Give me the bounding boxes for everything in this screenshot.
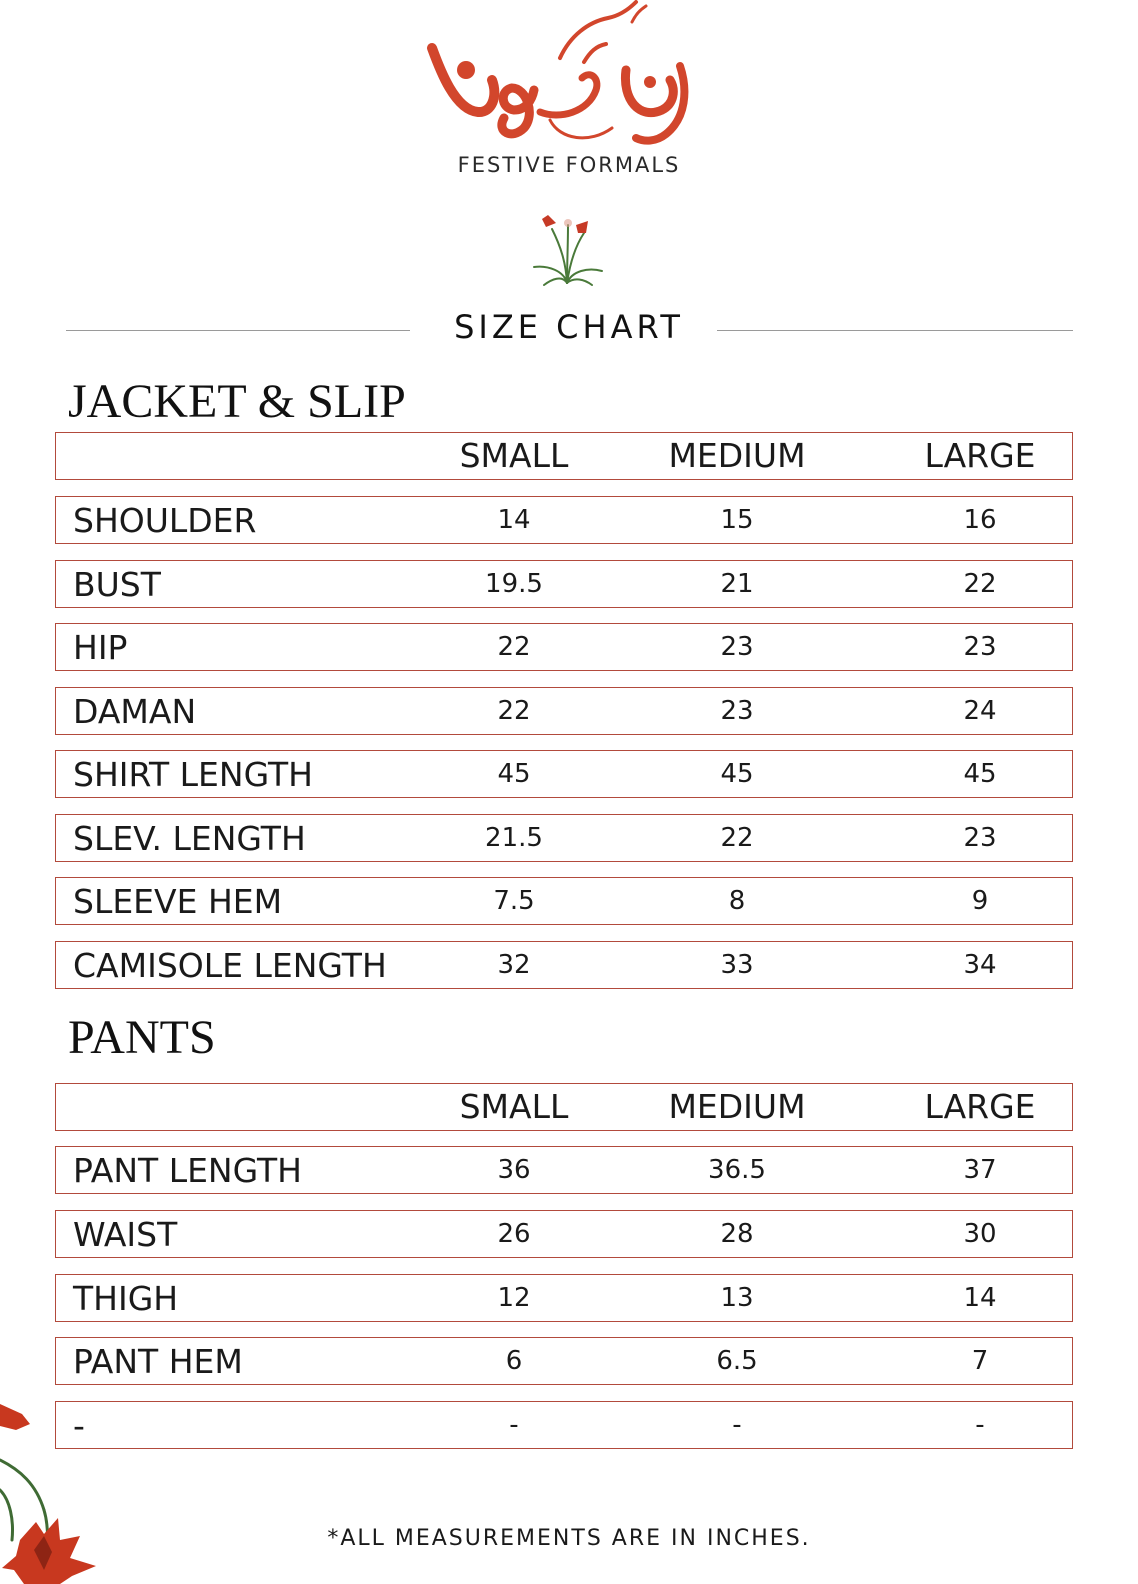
cell-medium: 6.5 xyxy=(716,1346,758,1376)
table-row xyxy=(55,814,1073,862)
cell-large: 45 xyxy=(963,759,997,789)
col-medium: MEDIUM xyxy=(668,1087,806,1126)
col-large: LARGE xyxy=(924,436,1036,475)
cell-small: - xyxy=(509,1410,519,1440)
measurement-footnote: *ALL MEASUREMENTS ARE IN INCHES. xyxy=(327,1526,811,1551)
section-title-jacket-slip: JACKET & SLIP xyxy=(68,375,406,428)
brand-logo xyxy=(400,0,730,150)
cell-small: 32 xyxy=(497,950,531,980)
cell-large: - xyxy=(975,1410,985,1440)
table-row xyxy=(55,750,1073,798)
cell-small: 6 xyxy=(505,1346,523,1376)
table-header-pants xyxy=(55,1083,1073,1131)
cell-medium: 28 xyxy=(720,1219,754,1249)
divider-right xyxy=(717,330,1073,331)
row-label: HIP xyxy=(73,628,128,667)
col-small: SMALL xyxy=(459,436,569,475)
cell-small: 12 xyxy=(497,1283,531,1313)
cell-large: 7 xyxy=(971,1346,989,1376)
cell-large: 23 xyxy=(963,823,997,853)
cell-small: 36 xyxy=(497,1155,531,1185)
col-small: SMALL xyxy=(459,1087,569,1126)
cell-small: 45 xyxy=(497,759,531,789)
cell-medium: 33 xyxy=(720,950,754,980)
section-title-pants: PANTS xyxy=(68,1011,216,1064)
flower-decoration xyxy=(0,1400,120,1584)
row-label: SLEV. LENGTH xyxy=(73,819,306,858)
cell-small: 7.5 xyxy=(493,886,535,916)
row-label: SHIRT LENGTH xyxy=(73,755,313,794)
table-row xyxy=(55,496,1073,544)
table-row xyxy=(55,1337,1073,1385)
row-label: CAMISOLE LENGTH xyxy=(73,946,387,985)
table-row xyxy=(55,877,1073,925)
cell-large: 37 xyxy=(963,1155,997,1185)
col-large: LARGE xyxy=(924,1087,1036,1126)
row-label: PANT LENGTH xyxy=(73,1151,302,1190)
row-label: SLEEVE HEM xyxy=(73,882,283,921)
row-label: THIGH xyxy=(73,1279,179,1318)
row-label: - xyxy=(73,1406,85,1445)
cell-medium: 8 xyxy=(728,886,746,916)
cell-large: 9 xyxy=(971,886,989,916)
table-row xyxy=(55,1146,1073,1194)
table-row xyxy=(55,1401,1073,1449)
row-label: SHOULDER xyxy=(73,501,257,540)
cell-large: 24 xyxy=(963,696,997,726)
cell-medium: 22 xyxy=(720,823,754,853)
cell-large: 23 xyxy=(963,632,997,662)
row-label: PANT HEM xyxy=(73,1342,243,1381)
row-label: BUST xyxy=(73,565,161,604)
row-label: WAIST xyxy=(73,1215,178,1254)
cell-large: 22 xyxy=(963,569,997,599)
cell-small: 14 xyxy=(497,505,531,535)
table-row xyxy=(55,1274,1073,1322)
table-row xyxy=(55,941,1073,989)
table-row xyxy=(55,687,1073,735)
cell-medium: 15 xyxy=(720,505,754,535)
row-label: DAMAN xyxy=(73,692,197,731)
cell-large: 14 xyxy=(963,1283,997,1313)
cell-large: 30 xyxy=(963,1219,997,1249)
cell-small: 19.5 xyxy=(485,569,543,599)
cell-large: 34 xyxy=(963,950,997,980)
table-row xyxy=(55,560,1073,608)
cell-small: 26 xyxy=(497,1219,531,1249)
cell-medium: 13 xyxy=(720,1283,754,1313)
col-medium: MEDIUM xyxy=(668,436,806,475)
table-header-jacket xyxy=(55,432,1073,480)
cell-medium: 45 xyxy=(720,759,754,789)
table-row xyxy=(55,623,1073,671)
cell-medium: - xyxy=(732,1410,742,1440)
brand-subtitle: FESTIVE FORMALS xyxy=(457,153,681,177)
cell-medium: 36.5 xyxy=(708,1155,766,1185)
table-row xyxy=(55,1210,1073,1258)
cell-small: 22 xyxy=(497,632,531,662)
cell-large: 16 xyxy=(963,505,997,535)
cell-medium: 23 xyxy=(720,696,754,726)
flower-illustration xyxy=(522,205,612,287)
cell-medium: 21 xyxy=(720,569,754,599)
cell-small: 21.5 xyxy=(485,823,543,853)
cell-small: 22 xyxy=(497,696,531,726)
size-chart-title: SIZE CHART xyxy=(454,308,684,346)
cell-medium: 23 xyxy=(720,632,754,662)
